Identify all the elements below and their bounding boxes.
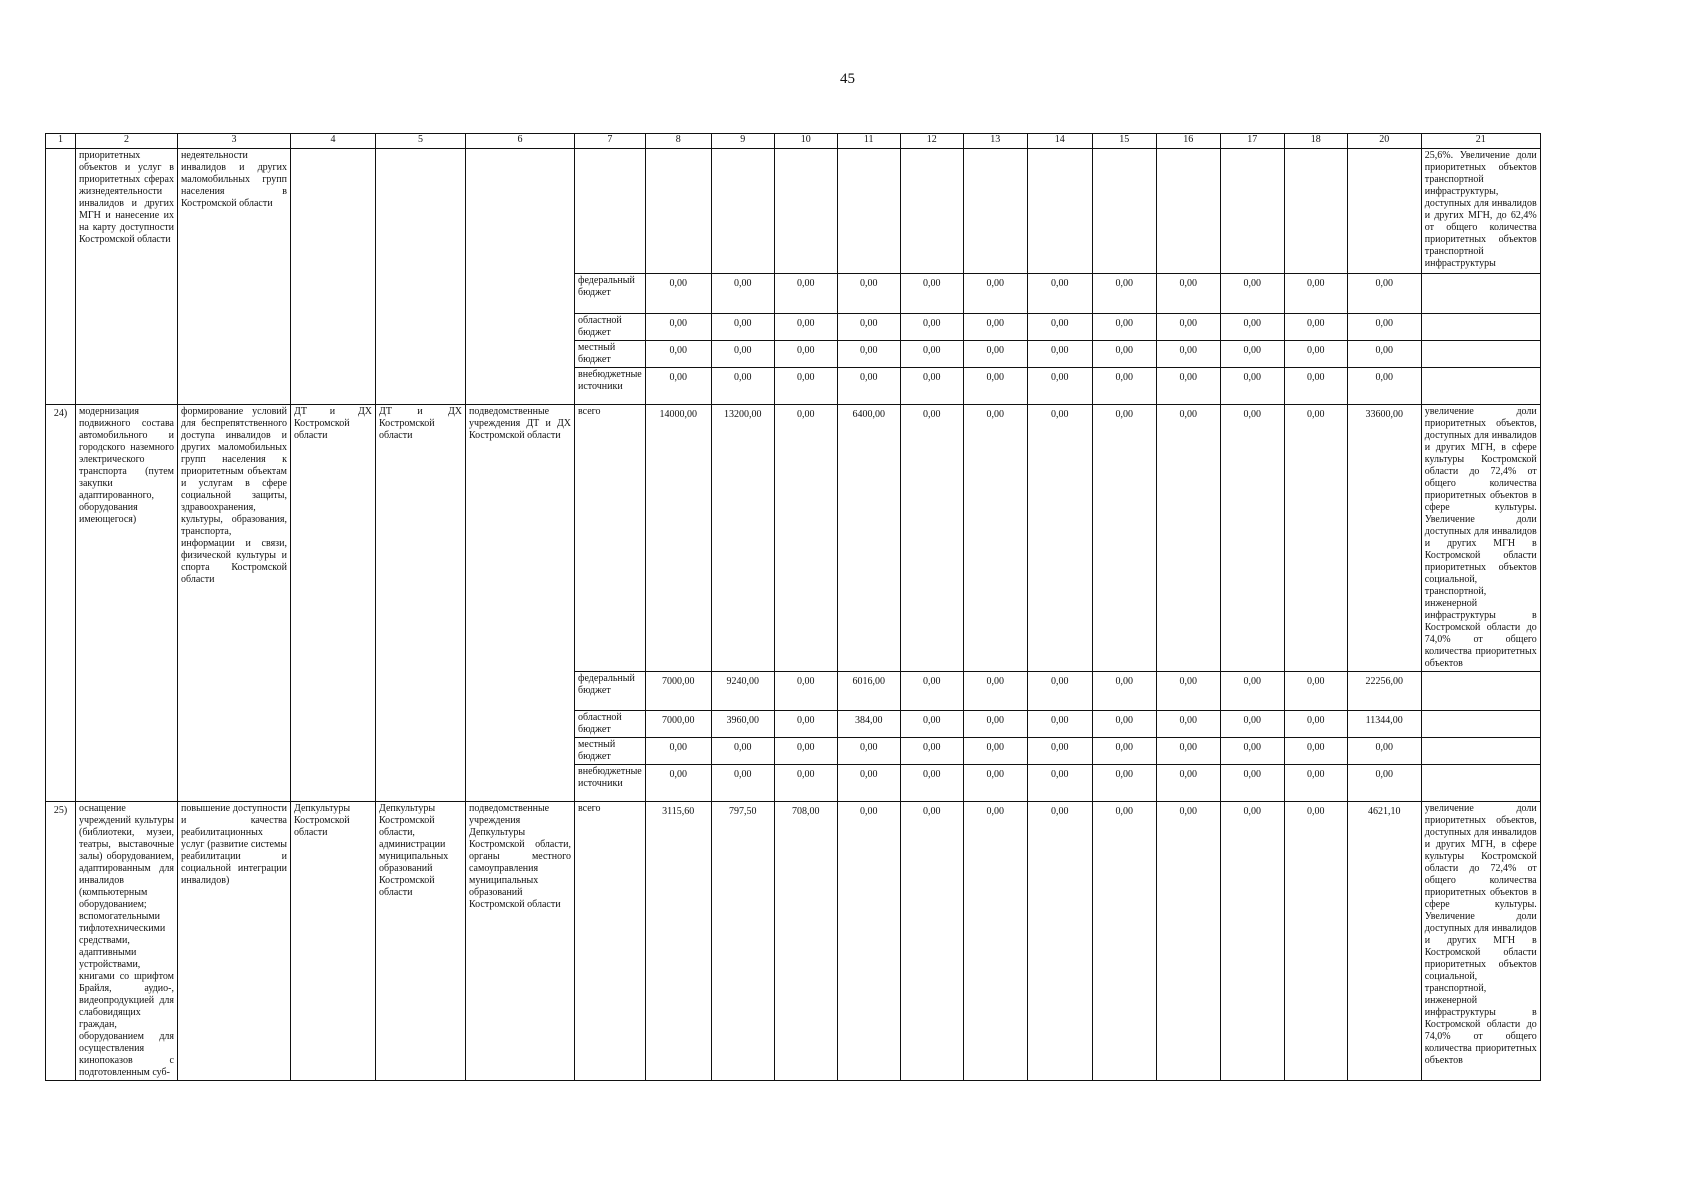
result-indicator-cell xyxy=(1421,738,1540,765)
amount-cell: 0,00 xyxy=(1156,765,1220,802)
amount-cell: 0,00 xyxy=(774,711,837,738)
task-cell: недеятельности инвалидов и других маломобильных групп населения в Костромской области xyxy=(178,149,291,405)
amount-cell: 11344,00 xyxy=(1347,711,1421,738)
amount-cell: 0,00 xyxy=(963,314,1027,341)
amount-cell: 0,00 xyxy=(645,341,711,368)
amount-cell: 0,00 xyxy=(774,274,837,314)
column-number: 5 xyxy=(376,134,466,149)
amount-cell: 0,00 xyxy=(1220,368,1284,405)
participant-cell xyxy=(466,149,575,405)
amount-cell: 0,00 xyxy=(1027,672,1092,711)
amount-cell: 0,00 xyxy=(900,314,963,341)
amount-cell: 0,00 xyxy=(900,711,963,738)
amount-cell: 0,00 xyxy=(900,738,963,765)
amount-cell: 0,00 xyxy=(1284,672,1347,711)
page-number: 45 xyxy=(840,71,855,87)
amount-cell: 0,00 xyxy=(963,341,1027,368)
result-indicator-cell: увеличение доли приоритетных объектов, доступных для инвалидов и других МГН, в сфере культуры Костромской области до 72,4% от общего количества приоритетных объектов в сфере культуры. Увеличение доли доступных для инвалидов и других МГН в Костромской области приоритетных объектов социальной, транспортной, инженерной инфраструктуры в Костромской области до 74,0% от общего количества приоритетных объектов xyxy=(1421,405,1540,672)
amount-cell: 0,00 xyxy=(1027,341,1092,368)
amount-cell: 0,00 xyxy=(1220,672,1284,711)
amount-cell: 0,00 xyxy=(1156,738,1220,765)
amount-cell: 0,00 xyxy=(1347,314,1421,341)
column-number: 10 xyxy=(774,134,837,149)
amount-cell: 0,00 xyxy=(963,802,1027,1081)
amount-cell: 0,00 xyxy=(1347,341,1421,368)
amount-cell: 6400,00 xyxy=(837,405,900,672)
measure-name-cell: модернизация подвижного состава автомобильного и городского наземного электрического транспорта (путем закупки адаптированного, оборудования имеющегося) xyxy=(76,405,178,802)
column-number: 6 xyxy=(466,134,575,149)
column-number-row xyxy=(46,134,1541,149)
column-number: 20 xyxy=(1347,134,1421,149)
amount-cell: 7000,00 xyxy=(645,711,711,738)
amount-cell: 0,00 xyxy=(1284,711,1347,738)
amount-cell: 0,00 xyxy=(1156,314,1220,341)
amount-cell: 0,00 xyxy=(1092,738,1156,765)
amount-cell: 0,00 xyxy=(711,738,774,765)
amount-cell: 0,00 xyxy=(711,314,774,341)
result-indicator-cell xyxy=(1421,341,1540,368)
amount-cell: 0,00 xyxy=(1156,341,1220,368)
amount-cell: 0,00 xyxy=(1220,341,1284,368)
amount-cell: 0,00 xyxy=(900,765,963,802)
amount-cell: 0,00 xyxy=(1092,711,1156,738)
amount-cell: 0,00 xyxy=(963,765,1027,802)
funding-source-cell: областной бюджет xyxy=(575,711,646,738)
participant-cell: подведомственные учреждения ДТ и ДХ Костромской области xyxy=(466,405,575,802)
amount-cell: 0,00 xyxy=(963,711,1027,738)
amount-cell: 0,00 xyxy=(1092,368,1156,405)
amount-cell: 0,00 xyxy=(1284,738,1347,765)
column-number: 18 xyxy=(1284,134,1347,149)
amount-cell: 22256,00 xyxy=(1347,672,1421,711)
amount-cell: 4621,10 xyxy=(1347,802,1421,1081)
amount-cell: 0,00 xyxy=(1027,368,1092,405)
amount-cell: 0,00 xyxy=(1220,802,1284,1081)
amount-cell: 3115,60 xyxy=(645,802,711,1081)
amount-cell: 0,00 xyxy=(645,314,711,341)
table-row xyxy=(46,405,1541,672)
funding-source-cell: внебюджетные источники xyxy=(575,765,646,802)
amount-cell xyxy=(711,149,774,274)
amount-cell: 0,00 xyxy=(837,368,900,405)
amount-cell: 0,00 xyxy=(963,672,1027,711)
amount-cell: 0,00 xyxy=(1284,765,1347,802)
amount-cell xyxy=(1156,149,1220,274)
coexecutor-cell: Депкультуры Костромской области, администрации муниципальных образований Костромской области xyxy=(376,802,466,1081)
amount-cell: 0,00 xyxy=(1220,405,1284,672)
coexecutor-cell xyxy=(376,149,466,405)
amount-cell: 797,50 xyxy=(711,802,774,1081)
column-number: 4 xyxy=(291,134,376,149)
amount-cell: 0,00 xyxy=(963,274,1027,314)
measure-name-cell: оснащение учреждений культуры (библиотеки, музеи, театры, выставочные залы) оборудованием, адаптированным для инвалидов (компьютерным оборудованием; вспомогательными тифлотехническими средствами, адаптивными устройствами, книгами со шрифтом Брайля, аудио-, видеопродукцией для слабовидящих граждан, оборудованием для осуществления кинопоказов с подготовленным суб- xyxy=(76,802,178,1081)
amount-cell: 0,00 xyxy=(1156,711,1220,738)
column-number: 7 xyxy=(575,134,646,149)
amount-cell: 0,00 xyxy=(1027,711,1092,738)
amount-cell: 0,00 xyxy=(1347,274,1421,314)
funding-source-cell: областной бюджет xyxy=(575,314,646,341)
amount-cell: 0,00 xyxy=(963,368,1027,405)
amount-cell xyxy=(900,149,963,274)
amount-cell: 0,00 xyxy=(774,368,837,405)
amount-cell: 0,00 xyxy=(774,672,837,711)
amount-cell: 13200,00 xyxy=(711,405,774,672)
amount-cell: 0,00 xyxy=(963,738,1027,765)
amount-cell: 0,00 xyxy=(1092,405,1156,672)
amount-cell: 6016,00 xyxy=(837,672,900,711)
amount-cell: 0,00 xyxy=(900,368,963,405)
amount-cell: 0,00 xyxy=(774,738,837,765)
amount-cell: 0,00 xyxy=(1027,738,1092,765)
amount-cell: 0,00 xyxy=(1220,711,1284,738)
funding-source-cell xyxy=(575,149,646,274)
amount-cell: 0,00 xyxy=(711,765,774,802)
amount-cell: 0,00 xyxy=(900,274,963,314)
result-indicator-cell xyxy=(1421,765,1540,802)
amount-cell: 0,00 xyxy=(1092,341,1156,368)
amount-cell: 7000,00 xyxy=(645,672,711,711)
amount-cell: 0,00 xyxy=(1220,314,1284,341)
column-number: 21 xyxy=(1421,134,1540,149)
amount-cell: 0,00 xyxy=(900,341,963,368)
amount-cell: 0,00 xyxy=(1027,274,1092,314)
responsible-cell: ДТ и ДХ Костромской области xyxy=(291,405,376,802)
funding-source-cell: местный бюджет xyxy=(575,341,646,368)
amount-cell: 708,00 xyxy=(774,802,837,1081)
task-cell: формирование условий для беспрепятственного доступа инвалидов и других маломобильных групп населения к приоритетным объектам и услугам в сфере социальной защиты, здравоохранения, культуры, образования, транспорта, информации и связи, физической культуры и спорта Костромской области xyxy=(178,405,291,802)
amount-cell xyxy=(963,149,1027,274)
measure-name-cell: приоритетных объектов и услуг в приоритетных сферах жизнедеятельности инвалидов и других МГН и нанесение их на карту доступности Костромской области xyxy=(76,149,178,405)
amount-cell: 0,00 xyxy=(774,405,837,672)
result-indicator-cell xyxy=(1421,672,1540,711)
funding-source-cell: всего xyxy=(575,405,646,672)
amount-cell: 0,00 xyxy=(774,314,837,341)
result-indicator-cell xyxy=(1421,711,1540,738)
amount-cell: 384,00 xyxy=(837,711,900,738)
amount-cell: 0,00 xyxy=(1284,341,1347,368)
amount-cell xyxy=(837,149,900,274)
amount-cell: 0,00 xyxy=(963,405,1027,672)
responsible-cell: Депкультуры Костромской области xyxy=(291,802,376,1081)
column-number: 1 xyxy=(46,134,76,149)
amount-cell: 0,00 xyxy=(1092,314,1156,341)
coexecutor-cell: ДТ и ДХ Костромской области xyxy=(376,405,466,802)
amount-cell: 0,00 xyxy=(1027,405,1092,672)
amount-cell: 0,00 xyxy=(1156,368,1220,405)
amount-cell: 0,00 xyxy=(645,274,711,314)
amount-cell: 9240,00 xyxy=(711,672,774,711)
amount-cell: 0,00 xyxy=(711,368,774,405)
amount-cell: 0,00 xyxy=(774,341,837,368)
amount-cell: 0,00 xyxy=(900,802,963,1081)
column-number: 15 xyxy=(1092,134,1156,149)
funding-source-cell: внебюджетные источники xyxy=(575,368,646,405)
amount-cell: 0,00 xyxy=(1156,274,1220,314)
amount-cell: 0,00 xyxy=(837,341,900,368)
amount-cell: 0,00 xyxy=(1092,765,1156,802)
amount-cell: 0,00 xyxy=(837,802,900,1081)
budget-table xyxy=(45,133,1541,1081)
funding-source-cell: федеральный бюджет xyxy=(575,274,646,314)
amount-cell xyxy=(1347,149,1421,274)
column-number: 3 xyxy=(178,134,291,149)
table-row xyxy=(46,149,1541,274)
amount-cell: 0,00 xyxy=(1156,672,1220,711)
amount-cell: 14000,00 xyxy=(645,405,711,672)
amount-cell xyxy=(1092,149,1156,274)
amount-cell: 0,00 xyxy=(645,765,711,802)
amount-cell: 0,00 xyxy=(1092,802,1156,1081)
result-indicator-cell: 25,6%. Увеличение доли приоритетных объектов транспортной инфраструктуры, доступных для инвалидов и других МГН, до 62,4% от общего количества приоритетных объектов транспортной инфраструктуры xyxy=(1421,149,1540,274)
amount-cell: 0,00 xyxy=(1027,765,1092,802)
amount-cell: 0,00 xyxy=(1284,274,1347,314)
item-number-cell: 25) xyxy=(46,802,76,1081)
amount-cell: 0,00 xyxy=(1220,738,1284,765)
column-number: 16 xyxy=(1156,134,1220,149)
result-indicator-cell xyxy=(1421,314,1540,341)
amount-cell: 0,00 xyxy=(645,368,711,405)
amount-cell xyxy=(774,149,837,274)
result-indicator-cell xyxy=(1421,368,1540,405)
amount-cell: 0,00 xyxy=(1156,405,1220,672)
amount-cell: 0,00 xyxy=(837,274,900,314)
amount-cell xyxy=(1220,149,1284,274)
column-number: 2 xyxy=(76,134,178,149)
amount-cell: 0,00 xyxy=(711,341,774,368)
column-number: 11 xyxy=(837,134,900,149)
amount-cell: 0,00 xyxy=(1156,802,1220,1081)
amount-cell: 0,00 xyxy=(1347,765,1421,802)
amount-cell: 0,00 xyxy=(1347,738,1421,765)
amount-cell: 33600,00 xyxy=(1347,405,1421,672)
column-number: 8 xyxy=(645,134,711,149)
funding-source-cell: всего xyxy=(575,802,646,1081)
amount-cell: 0,00 xyxy=(1092,274,1156,314)
amount-cell: 0,00 xyxy=(837,738,900,765)
amount-cell: 0,00 xyxy=(1092,672,1156,711)
amount-cell: 0,00 xyxy=(1027,802,1092,1081)
amount-cell: 0,00 xyxy=(1284,405,1347,672)
amount-cell: 0,00 xyxy=(900,405,963,672)
amount-cell: 0,00 xyxy=(1284,368,1347,405)
amount-cell: 0,00 xyxy=(645,738,711,765)
amount-cell: 0,00 xyxy=(711,274,774,314)
result-indicator-cell xyxy=(1421,274,1540,314)
amount-cell: 0,00 xyxy=(1220,765,1284,802)
funding-source-cell: федеральный бюджет xyxy=(575,672,646,711)
amount-cell: 0,00 xyxy=(1284,802,1347,1081)
column-number: 14 xyxy=(1027,134,1092,149)
column-number: 13 xyxy=(963,134,1027,149)
amount-cell: 0,00 xyxy=(1284,314,1347,341)
amount-cell xyxy=(645,149,711,274)
column-number: 12 xyxy=(900,134,963,149)
table-row xyxy=(46,802,1541,1081)
amount-cell: 0,00 xyxy=(774,765,837,802)
amount-cell xyxy=(1284,149,1347,274)
amount-cell: 0,00 xyxy=(837,765,900,802)
item-number-cell xyxy=(46,149,76,405)
amount-cell: 3960,00 xyxy=(711,711,774,738)
item-number-cell: 24) xyxy=(46,405,76,802)
task-cell: повышение доступности и качества реабилитационных услуг (развитие системы реабилитации и социальной интеграции инвалидов) xyxy=(178,802,291,1081)
amount-cell: 0,00 xyxy=(837,314,900,341)
funding-source-cell: местный бюджет xyxy=(575,738,646,765)
result-indicator-cell: увеличение доли приоритетных объектов, доступных для инвалидов и других МГН, в сфере культуры Костромской области до 72,4% от общего количества приоритетных объектов в сфере культуры. Увеличение доли доступных для инвалидов и других МГН в Костромской области приоритетных объектов социальной, транспортной, инженерной инфраструктуры в Костромской области до 74,0% от общего количества приоритетных объектов xyxy=(1421,802,1540,1081)
amount-cell: 0,00 xyxy=(1027,314,1092,341)
amount-cell: 0,00 xyxy=(1220,274,1284,314)
column-number: 9 xyxy=(711,134,774,149)
participant-cell: подведомственные учреждения Депкультуры Костромской области, органы местного самоуправления муниципальных образований Костромской области xyxy=(466,802,575,1081)
responsible-cell xyxy=(291,149,376,405)
amount-cell: 0,00 xyxy=(1347,368,1421,405)
amount-cell xyxy=(1027,149,1092,274)
amount-cell: 0,00 xyxy=(900,672,963,711)
column-number: 17 xyxy=(1220,134,1284,149)
